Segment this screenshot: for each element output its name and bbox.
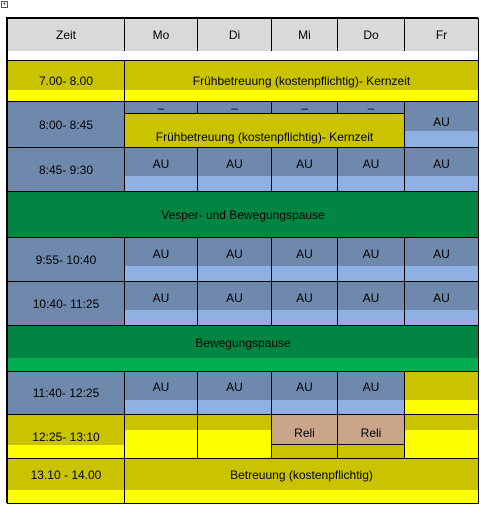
- header-label: Di: [228, 28, 241, 42]
- header-label: Mi: [298, 28, 311, 42]
- cell-bottom-strip: [125, 176, 197, 191]
- cell-bottom-strip: [338, 266, 404, 281]
- lesson-label: AU: [433, 115, 450, 129]
- cell-bottom-strip: [405, 266, 478, 281]
- time-label: 9:55- 10:40: [35, 252, 97, 267]
- lesson-label: AU: [296, 246, 313, 261]
- reli-cell: [337, 414, 405, 445]
- lesson-label: AU: [362, 290, 380, 305]
- cell-bottom-strip: [405, 176, 478, 191]
- time-cell: [7, 147, 125, 192]
- time-label: 12:25- 13:10: [32, 429, 100, 444]
- lesson-label: AU: [226, 156, 243, 171]
- lesson-label: AU: [433, 290, 450, 305]
- cell-bottom-strip: [338, 310, 404, 325]
- cell-bottom-strip: [405, 310, 478, 325]
- dash-label: –: [301, 100, 308, 115]
- cell-bottom-strip: [272, 400, 337, 414]
- lesson-label: AU: [296, 290, 313, 305]
- care-label: Betreuung (kostenpflichtig): [230, 468, 373, 482]
- timetable: [6, 17, 478, 503]
- lesson-label: AU: [226, 290, 243, 305]
- early-care-label: Frühbetreuung (kostenpflichtig)- Kernzeit: [192, 74, 411, 88]
- break-row: [7, 191, 479, 238]
- header-label: Fr: [435, 28, 448, 42]
- header-label: Do: [363, 28, 379, 42]
- early-care-label: Frühbetreuung (kostenpflichtig)- Kernzeit: [155, 130, 374, 144]
- early-care-cell: [124, 113, 405, 148]
- header-day-do: [337, 18, 405, 52]
- cell-bottom-strip: [272, 310, 337, 325]
- cell-bottom-strip: [338, 400, 404, 414]
- dash-label: –: [367, 100, 375, 115]
- time-label: 8:00- 8:45: [38, 117, 94, 132]
- cell-fill: [405, 430, 478, 458]
- cell-bottom-strip: [8, 490, 124, 503]
- time-cell: [7, 371, 125, 415]
- lesson-label: AU: [296, 156, 313, 171]
- time-label: 7.00- 8.00: [38, 74, 94, 88]
- lesson-label: AU: [362, 380, 380, 394]
- header-day-fr: [404, 18, 479, 52]
- cell-bottom-strip: [405, 400, 478, 414]
- header-label: Mo: [152, 28, 170, 42]
- cell-bottom-strip: [125, 266, 197, 281]
- lesson-label: AU: [433, 156, 450, 171]
- time-cell: [7, 101, 125, 148]
- cell-bottom-strip: [198, 400, 271, 414]
- cell-bottom-strip: [272, 176, 337, 191]
- cell-bottom-strip: [8, 358, 478, 371]
- header-day-mi: [271, 18, 338, 52]
- cell-bottom-strip: [198, 310, 271, 325]
- time-label: 11:40- 12:25: [32, 386, 100, 400]
- cell-bottom-strip: [8, 445, 124, 458]
- reli-label: Reli: [360, 425, 382, 440]
- cell-bottom-strip: [125, 90, 478, 101]
- lesson-label: AU: [362, 156, 380, 171]
- lesson-label: AU: [433, 246, 450, 261]
- lesson-label: AU: [226, 380, 243, 394]
- lesson-label: AU: [152, 246, 170, 261]
- dash-label: –: [157, 100, 165, 115]
- cell-bottom-strip: [125, 310, 197, 325]
- time-label: 13.10 - 14.00: [30, 468, 102, 482]
- break-label: Bewegungspause: [195, 335, 291, 350]
- cell-bottom-strip: [125, 490, 478, 503]
- reli-cell: [271, 414, 338, 445]
- cell-bottom-strip: [405, 131, 478, 147]
- header-time-column: [7, 18, 125, 52]
- lesson-label: AU: [152, 156, 170, 171]
- cell-fill: [198, 430, 271, 458]
- lesson-label: AU: [152, 380, 170, 394]
- table-move-handle-icon[interactable]: +: [2, 1, 7, 8]
- break-label: Vesper- und Bewegungspause: [161, 207, 325, 222]
- lesson-label: AU: [362, 246, 380, 261]
- lesson-label: AU: [226, 246, 243, 261]
- header-day-mo: [124, 18, 198, 52]
- time-cell: [7, 237, 125, 282]
- time-label: 10:40- 11:25: [32, 296, 100, 311]
- lesson-label: AU: [296, 380, 313, 394]
- header-label: Zeit: [55, 28, 76, 42]
- cell-bottom-strip: [198, 266, 271, 281]
- cell-bottom-strip: [8, 90, 124, 101]
- lesson-label: AU: [152, 290, 170, 305]
- time-label: 8:45- 9:30: [38, 162, 94, 177]
- time-cell: [7, 281, 125, 326]
- dash-label: –: [231, 100, 238, 115]
- cell-bottom-strip: [125, 400, 197, 414]
- cell-bottom-strip: [338, 176, 404, 191]
- cell-bottom-strip: [272, 266, 337, 281]
- header-day-di: [197, 18, 272, 52]
- cell-fill: [125, 430, 197, 458]
- reli-label: Reli: [294, 425, 315, 440]
- cell-bottom-strip: [198, 176, 271, 191]
